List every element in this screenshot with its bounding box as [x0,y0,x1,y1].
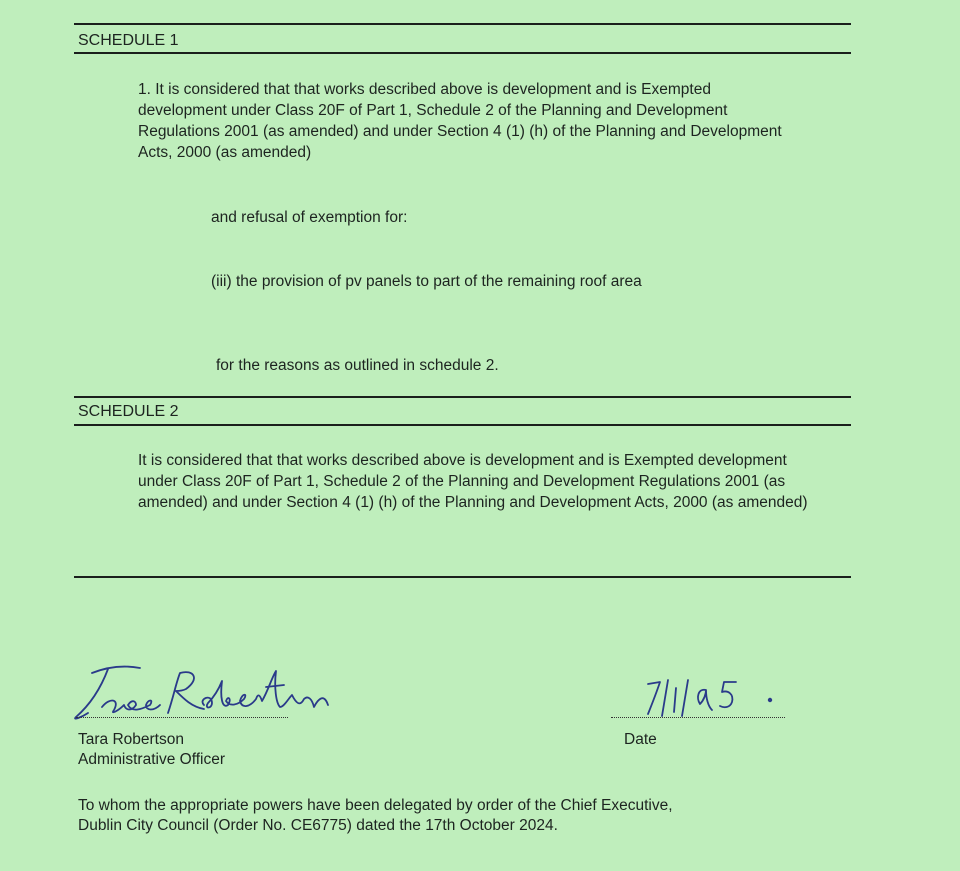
handwritten-date [628,670,798,720]
signatory-title: Administrative Officer [78,751,226,768]
refusal-item: (iii) the provision of pv panels to part of the remaining roof area [211,273,642,290]
schedule2-heading: SCHEDULE 2 [78,403,179,420]
schedule2-bottom-rule [74,424,851,426]
schedule1-paragraph: 1. It is considered that that works described above is development and is Exempted development under Class 20F of Part 1, Schedule 2 of the Planning and Development Regulations 2001 (as amended) and under Section 4 (1) (h) of the Planning and Development Acts, 2000 (as amended) [138,81,782,161]
signatory-name: Tara Robertson [78,731,184,748]
delegation-line2: Dublin City Council (Order No. CE6775) dated the 17th October 2024. [78,817,558,834]
signature-line [76,717,288,718]
schedule2-top-rule [74,396,851,398]
delegation-line1: To whom the appropriate powers have been delegated by order of the Chief Executive, [78,797,673,814]
schedule1-heading: SCHEDULE 1 [78,32,179,49]
schedule2-end-rule [74,576,851,578]
refusal-intro: and refusal of exemption for: [211,209,408,226]
schedule1-top-rule [74,23,851,25]
date-label: Date [624,731,657,748]
handwritten-signature [62,655,352,725]
schedule2-paragraph: It is considered that that works described above is development and is Exempted development under Class 20F of Part 1, Schedule 2 of the Planning and Development Regulations 2001 (as amended) and under Section 4 (1) (h) of the Planning and Development Acts, 2000 (as amended) [138,452,808,511]
schedule1-bottom-rule [74,52,851,54]
reasons-text: for the reasons as outlined in schedule 2. [216,357,499,374]
date-line [611,717,785,718]
